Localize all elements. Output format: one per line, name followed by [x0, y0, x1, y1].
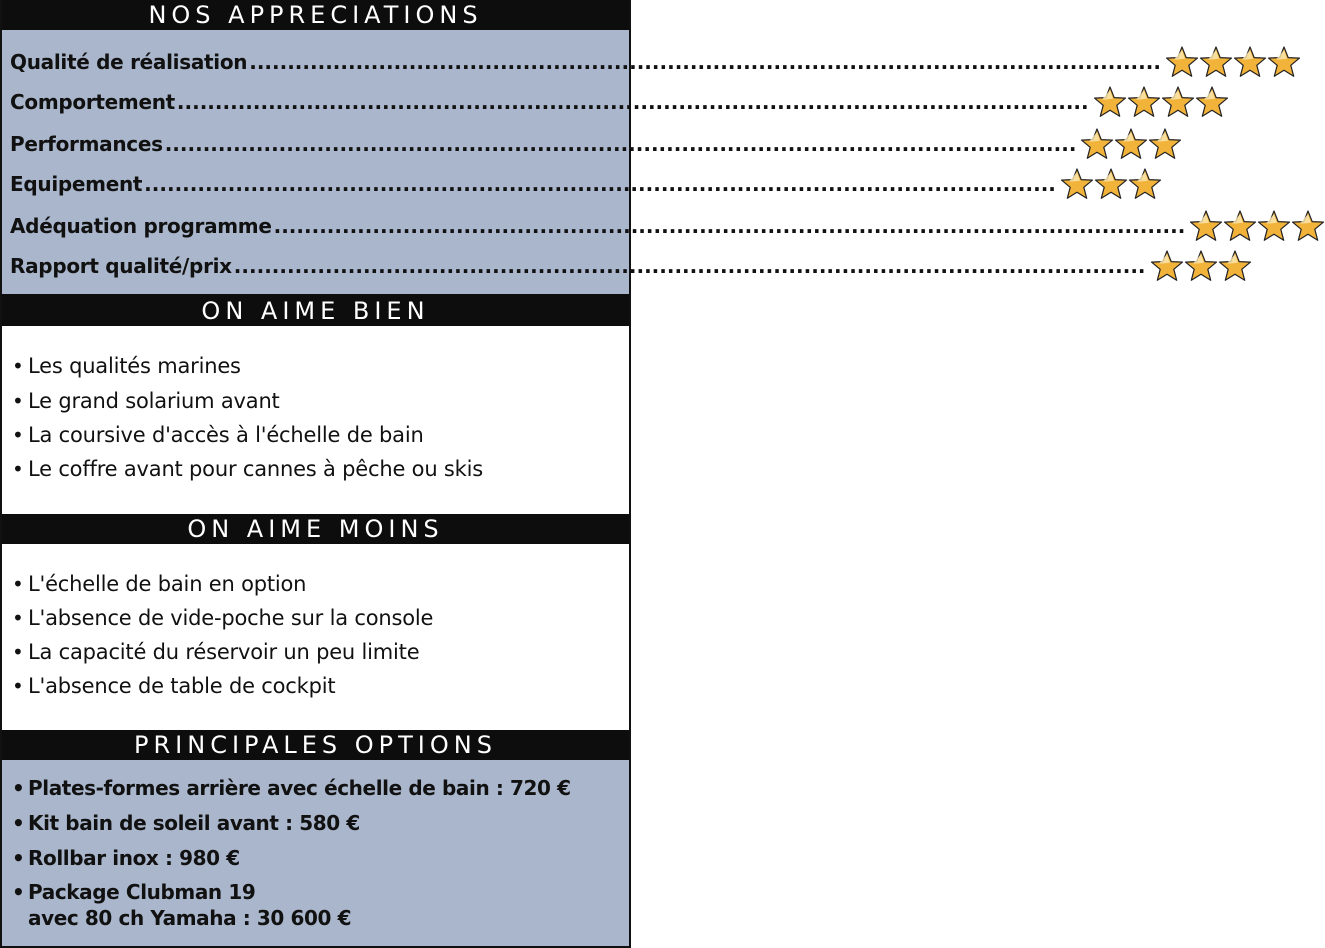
- star-icon: [1218, 249, 1252, 283]
- star-icon: [1150, 249, 1184, 283]
- bullet: •: [12, 389, 24, 413]
- bullet: •: [12, 423, 24, 447]
- star-icon: [1114, 127, 1148, 161]
- aime-moins-header: [2, 514, 629, 544]
- star-icon: [1291, 209, 1325, 243]
- rating-label: Adéquation programme: [10, 214, 272, 238]
- list-item: [12, 354, 619, 378]
- star-icon: [1184, 249, 1218, 283]
- star-icon: [1080, 127, 1114, 161]
- dot-leader: ........................................................................................................................: [164, 132, 1077, 156]
- appreciations-panel: [2, 30, 1186, 294]
- list-item: [12, 572, 619, 596]
- rating-row: [10, 124, 1077, 164]
- list-item: [12, 776, 619, 800]
- star-rating: [1165, 45, 1301, 79]
- list-item-text: Package Clubman 19: [28, 880, 256, 904]
- star-icon: [1161, 85, 1195, 119]
- star-icon: [1267, 45, 1301, 79]
- star-icon: [1094, 167, 1128, 201]
- rating-label: Comportement: [10, 90, 175, 114]
- star-icon: [1195, 85, 1229, 119]
- list-item: [12, 457, 619, 481]
- list-item: [12, 389, 619, 413]
- list-item-text: Les qualités marines: [28, 354, 241, 378]
- list-item-text: L'échelle de bain en option: [28, 572, 307, 596]
- rating-label: Qualité de réalisation: [10, 50, 248, 74]
- dot-leader: ........................................................................................................................: [176, 90, 1089, 114]
- dot-leader: ........................................................................................................................: [144, 172, 1056, 196]
- star-icon: [1060, 167, 1094, 201]
- appreciations-header: [2, 0, 629, 30]
- star-icon: [1257, 209, 1291, 243]
- dot-leader: ........................................................................................................................: [249, 50, 1161, 74]
- list-item-continuation: avec 80 ch Yamaha : 30 600 €: [28, 906, 352, 930]
- list-item: [12, 640, 619, 664]
- bullet: •: [12, 606, 24, 630]
- star-icon: [1148, 127, 1182, 161]
- bullet: •: [12, 776, 25, 800]
- list-item: [12, 811, 619, 835]
- bullet: •: [12, 572, 24, 596]
- list-item: [12, 880, 619, 904]
- aime-moins-title: ON AIME MOINS: [187, 515, 444, 543]
- options-title: PRINCIPALES OPTIONS: [134, 731, 497, 759]
- star-rating: [1080, 127, 1182, 161]
- appreciations-title: NOS APPRECIATIONS: [148, 1, 483, 29]
- options-header: [2, 730, 629, 760]
- aime-bien-header: [2, 294, 629, 326]
- rating-row: [10, 82, 1089, 122]
- star-icon: [1199, 45, 1233, 79]
- list-item: [12, 846, 619, 870]
- rating-row: [10, 42, 1161, 82]
- bullet: •: [12, 354, 24, 378]
- star-icon: [1093, 85, 1127, 119]
- list-item: [12, 606, 619, 630]
- list-item: [12, 423, 619, 447]
- list-item-text: L'absence de table de cockpit: [28, 674, 336, 698]
- star-icon: [1233, 45, 1267, 79]
- bullet: •: [12, 457, 24, 481]
- star-icon: [1165, 45, 1199, 79]
- list-item: [12, 674, 619, 698]
- list-item-text: L'absence de vide-poche sur la console: [28, 606, 434, 630]
- star-icon: [1127, 85, 1161, 119]
- list-item-text: Le coffre avant pour cannes à pêche ou skis: [28, 457, 483, 481]
- list-item-text: La coursive d'accès à l'échelle de bain: [28, 423, 424, 447]
- aime-bien-title: ON AIME BIEN: [201, 297, 430, 325]
- star-icon: [1189, 209, 1223, 243]
- star-rating: [1093, 85, 1229, 119]
- rating-row: [10, 246, 1146, 286]
- aime-moins-panel: [2, 544, 629, 730]
- star-rating: [1150, 249, 1252, 283]
- bullet: •: [12, 880, 25, 904]
- rating-row: [10, 164, 1056, 204]
- aime-bien-panel: [2, 326, 629, 514]
- star-rating: [1060, 167, 1162, 201]
- rating-label: Rapport qualité/prix: [10, 254, 232, 278]
- list-item-text: La capacité du réservoir un peu limite: [28, 640, 420, 664]
- list-item-text: Plates-formes arrière avec échelle de bain : 720 €: [28, 776, 571, 800]
- rating-row: [10, 206, 1186, 246]
- bullet: •: [12, 846, 25, 870]
- star-icon: [1223, 209, 1257, 243]
- bullet: •: [12, 811, 25, 835]
- bullet: •: [12, 640, 24, 664]
- bullet: •: [12, 674, 24, 698]
- dot-leader: ........................................................................................................................: [233, 254, 1146, 278]
- rating-label: Performances: [10, 132, 163, 156]
- options-panel: [2, 760, 629, 946]
- star-rating: [1189, 209, 1325, 243]
- rating-label: Equipement: [10, 172, 143, 196]
- star-icon: [1128, 167, 1162, 201]
- list-item-text: Rollbar inox : 980 €: [28, 846, 240, 870]
- dot-leader: ........................................................................................................................: [273, 214, 1186, 238]
- list-item-text: Kit bain de soleil avant : 580 €: [28, 811, 360, 835]
- list-item-text: Le grand solarium avant: [28, 389, 280, 413]
